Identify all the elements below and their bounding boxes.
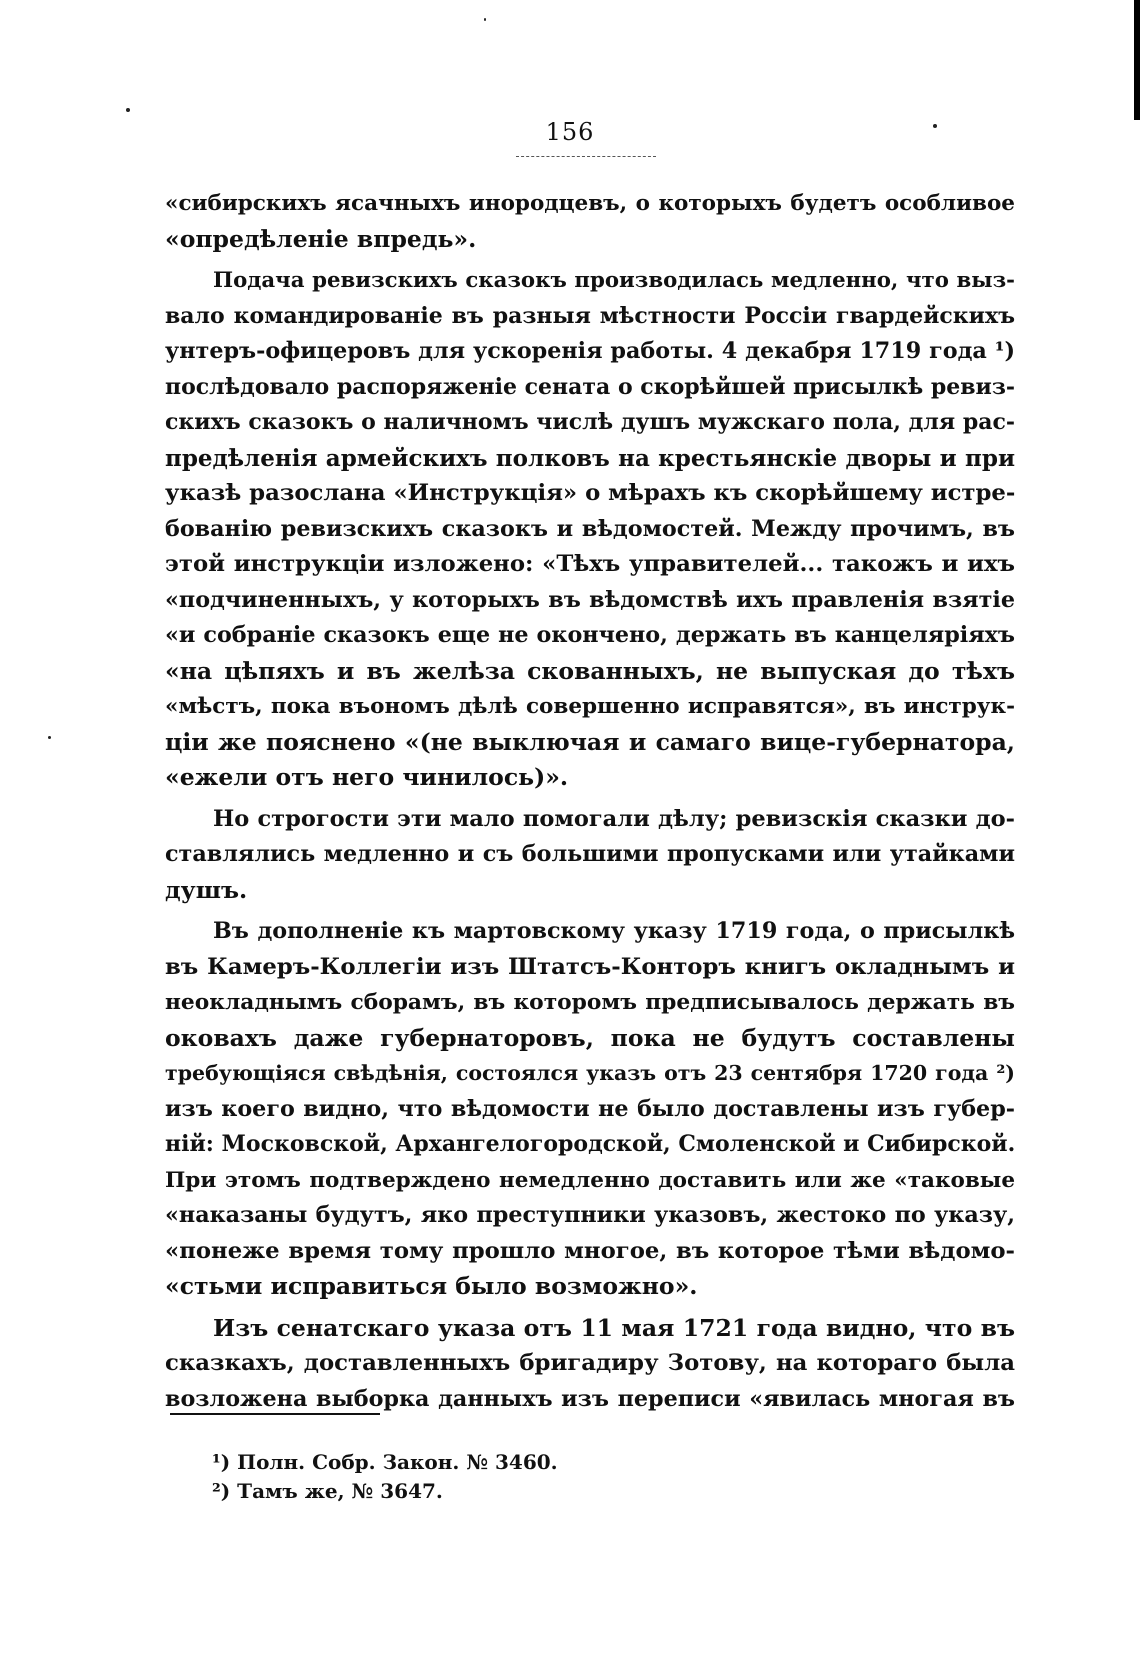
text-line: «подчиненныхъ, у которыхъ въ вѣдомствѣ ихъ правленія взятіе [165,586,1015,613]
body-text [165,186,1015,1417]
text-line: требующіяся свѣдѣнія, состоялся указъ отъ 23 сентября 1720 года ²) [165,1061,1015,1085]
text-line: бованію ревизскихъ сказокъ и вѣдомостей. Между прочимъ, въ [165,515,1015,542]
text-line: ній: Московской, Архангелогородской, Смоленской и Сибирской. [165,1131,1016,1157]
scan-speck [484,18,486,21]
text-line: унтеръ-офицеровъ для ускоренія работы. 4 декабря 1719 года ¹) [165,338,1015,364]
text-line: указѣ разослана «Инструкція» о мѣрахъ къ скорѣйшему истре- [165,480,1016,506]
text-line: «на цѣпяхъ и въ желѣза скованныхъ, не выпуская до тѣхъ [165,656,1015,685]
text-line: Въ дополненіе къ мартовскому указу 1719 года, о присылкѣ [213,918,1015,944]
text-line: «опредѣленіе впредь». [165,224,477,253]
text-line: «мѣстъ, пока въономъ дѣлѣ совершенно исправятся», въ инструк- [165,694,1015,719]
text-line: Но строгости эти мало помогали дѣлу; ревизскія сказки до- [213,805,1015,832]
scan-edge-shadow [1134,0,1140,120]
footnote: ²) Тамъ же, № 3647. [212,1479,443,1503]
text-line: этой инструкціи изложено: «Тѣхъ управителей... такожъ и ихъ [165,551,1015,577]
text-line: скихъ сказокъ о наличномъ числѣ душъ мужскаго пола, для рас- [165,409,1015,435]
page-number: 156 [545,118,595,146]
scan-speck [48,736,51,739]
text-line: ставлялись медленно и съ большими пропусками или утайками [165,841,1015,867]
text-line: душъ. [165,875,248,904]
text-line: неокладнымъ сборамъ, въ которомъ предписывалось держать въ [165,990,1015,1015]
scan-speck [126,108,130,112]
text-line: послѣдовало распоряженіе сената о скорѣйшей присылкѣ ревиз- [165,373,1015,400]
text-line: оковахъ даже губернаторовъ, пока не будутъ составлены [165,1023,1015,1052]
text-line: «стьми исправиться было возможно». [165,1272,698,1300]
text-line: При этомъ подтверждено немедленно доставить или же «таковые [165,1167,1015,1193]
text-line: «сибирскихъ ясачныхъ инородцевъ, о которыхъ будетъ особливое [165,191,1015,216]
text-line: Подача ревизскихъ сказокъ производилась медленно, что выз- [213,268,1015,293]
text-line: предѣленія армейскихъ полковъ на крестьянскіе дворы и при [165,444,1015,472]
text-line: въ Камеръ-Коллегіи изъ Штатсъ-Конторъ книгъ окладнымъ и [165,953,1015,980]
footnote-rule [170,1413,380,1415]
footnotes [212,1448,558,1506]
text-line: «наказаны будутъ, яко преступники указовъ, жестоко по указу, [165,1202,1015,1228]
text-line: «ежели отъ него чинилось)». [165,763,569,791]
text-line: «понеже время тому прошло многое, въ которое тѣми вѣдомо- [165,1237,1015,1264]
text-line: Изъ сенатскаго указа отъ 11 мая 1721 года видно, что въ [213,1313,1015,1342]
text-line: возложена выборка данныхъ изъ переписи «явилась многая въ [165,1385,1015,1412]
text-line: ціи же пояснено «(не выключая и самаго вице-губернатора, [165,727,1015,756]
text-line: сказкахъ, доставленныхъ бригадиру Зотову, на котораго была [165,1350,1015,1376]
footnote: ¹) Полн. Собр. Закон. № 3460. [212,1450,558,1474]
text-line: «и собраніе сказокъ еще не окончено, держать въ канцеляріяхъ [165,622,1015,648]
text-line: изъ коего видно, что вѣдомости не было доставлены изъ губер- [165,1095,1015,1122]
text-line: вало командированіе въ разныя мѣстности Россіи гвардейскихъ [165,302,1015,329]
header-rule [516,156,656,157]
